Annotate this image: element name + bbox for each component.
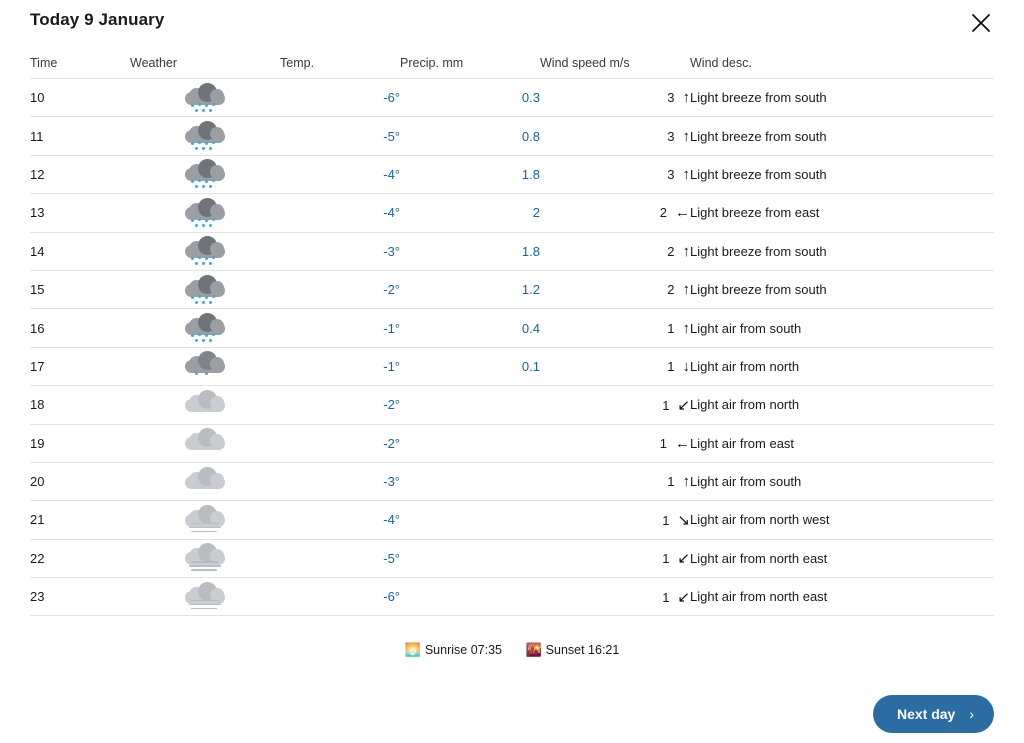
cell-wind-desc: Light breeze from south — [690, 79, 994, 117]
cell-temp: -5° — [280, 539, 400, 577]
cell-precip: 2 — [400, 194, 540, 232]
cell-precip: 0.4 — [400, 309, 540, 347]
cell-wind-desc: Light air from north — [690, 347, 994, 385]
table-row — [30, 347, 994, 385]
cell-wind-desc: Light air from north — [690, 386, 994, 424]
cell-weather — [130, 232, 280, 270]
table-row — [30, 194, 994, 232]
cell-wind-speed — [540, 578, 690, 616]
sunrise-icon: 🌅 — [404, 642, 421, 658]
wind-direction-arrow-icon: ↑ — [682, 319, 690, 337]
cell-wind-desc: Light breeze from south — [690, 270, 994, 308]
table-header-row — [30, 56, 994, 79]
cell-temp: -2° — [280, 424, 400, 462]
cell-temp: -6° — [280, 79, 400, 117]
wind-speed-value: 1 — [662, 589, 670, 605]
cell-wind-speed — [540, 309, 690, 347]
table-row — [30, 462, 994, 500]
wind-speed-value: 2 — [667, 243, 675, 259]
cell-weather — [130, 347, 280, 385]
cell-temp: -3° — [280, 232, 400, 270]
wind-direction-arrow-icon: ↘ — [677, 511, 690, 529]
cell-temp: -4° — [280, 194, 400, 232]
wind-direction-arrow-icon: ↙ — [677, 396, 690, 414]
wind-direction-arrow-icon: ↑ — [682, 473, 690, 491]
table-row — [30, 155, 994, 193]
wind-speed-value: 3 — [667, 128, 675, 144]
cell-weather — [130, 386, 280, 424]
wind-direction-arrow-icon: ← — [675, 434, 690, 452]
cloud-sleet-icon — [177, 119, 233, 153]
cell-weather — [130, 155, 280, 193]
table-row — [30, 79, 994, 117]
cell-weather — [130, 424, 280, 462]
cell-time: 19 — [30, 424, 130, 462]
cloud-drizzle-icon — [177, 349, 233, 383]
page-title: Today 9 January — [30, 10, 165, 29]
forecast-table-body — [30, 79, 994, 616]
wind-speed-value: 1 — [667, 474, 675, 490]
cell-precip — [400, 462, 540, 500]
cell-time: 21 — [30, 501, 130, 539]
next-day-button[interactable] — [873, 695, 994, 733]
cell-wind-desc: Light air from south — [690, 309, 994, 347]
cell-weather — [130, 501, 280, 539]
cell-wind-speed — [540, 539, 690, 577]
table-row — [30, 539, 994, 577]
cell-time: 22 — [30, 539, 130, 577]
cell-precip — [400, 501, 540, 539]
sunset-icon: 🌇 — [525, 642, 542, 658]
cell-wind-desc: Light breeze from east — [690, 194, 994, 232]
cell-precip: 0.1 — [400, 347, 540, 385]
column-header-weather: Weather — [130, 56, 178, 70]
wind-direction-arrow-icon: ↑ — [682, 165, 690, 183]
cell-weather — [130, 462, 280, 500]
cell-precip — [400, 424, 540, 462]
cell-wind-desc: Light air from north west — [690, 501, 994, 539]
cell-temp: -4° — [280, 501, 400, 539]
wind-speed-value: 1 — [662, 397, 670, 413]
cloud-sleet-icon — [177, 273, 233, 307]
cloud-fog-icon — [177, 580, 233, 614]
cell-wind-speed — [540, 462, 690, 500]
cloud-icon — [177, 465, 233, 499]
wind-speed-value: 3 — [667, 90, 675, 106]
cell-wind-desc: Light air from south — [690, 462, 994, 500]
panel-header — [30, 0, 994, 36]
cell-time: 13 — [30, 194, 130, 232]
cell-weather — [130, 270, 280, 308]
cell-wind-speed — [540, 155, 690, 193]
cell-weather — [130, 79, 280, 117]
cell-time: 18 — [30, 386, 130, 424]
cell-time: 23 — [30, 578, 130, 616]
wind-speed-value: 1 — [667, 320, 675, 336]
wind-direction-arrow-icon: ↓ — [682, 357, 690, 375]
cell-temp: -1° — [280, 309, 400, 347]
table-row — [30, 578, 994, 616]
cell-precip: 1.8 — [400, 155, 540, 193]
cell-precip — [400, 386, 540, 424]
cell-weather — [130, 194, 280, 232]
column-header-time: Time — [30, 56, 58, 70]
cloud-fog-icon — [177, 503, 233, 537]
wind-speed-value: 1 — [659, 435, 667, 451]
cell-wind-speed — [540, 386, 690, 424]
cell-wind-desc: Light air from north east — [690, 539, 994, 577]
cell-wind-speed — [540, 194, 690, 232]
cell-wind-desc: Light air from east — [690, 424, 994, 462]
table-row — [30, 270, 994, 308]
wind-direction-arrow-icon: ↑ — [682, 89, 690, 107]
table-row — [30, 386, 994, 424]
cell-temp: -2° — [280, 386, 400, 424]
column-header-precip: Precip. mm — [400, 56, 464, 70]
wind-direction-arrow-icon: ← — [675, 204, 690, 222]
cell-wind-speed — [540, 501, 690, 539]
cell-wind-speed — [540, 347, 690, 385]
cell-wind-desc: Light breeze from south — [690, 232, 994, 270]
wind-direction-arrow-icon: ↑ — [682, 127, 690, 145]
cell-weather — [130, 117, 280, 155]
cell-precip — [400, 578, 540, 616]
wind-speed-value: 1 — [662, 512, 670, 528]
chevron-right-icon: › — [969, 706, 974, 722]
cell-wind-speed — [540, 424, 690, 462]
panel-footer — [873, 695, 994, 733]
cell-time: 11 — [30, 117, 130, 155]
cell-time: 17 — [30, 347, 130, 385]
cell-wind-desc: Light air from north east — [690, 578, 994, 616]
next-day-label: Next day — [896, 706, 956, 722]
cell-precip — [400, 539, 540, 577]
cell-temp: -2° — [280, 270, 400, 308]
wind-direction-arrow-icon: ↙ — [677, 550, 690, 568]
sunset-label: Sunset 16:21 — [545, 643, 620, 658]
cell-precip: 0.3 — [400, 79, 540, 117]
cloud-icon — [177, 388, 233, 422]
cloud-sleet-icon — [177, 234, 233, 268]
cell-time: 16 — [30, 309, 130, 347]
column-header-wind-speed: Wind speed m/s — [540, 56, 630, 70]
cell-wind-desc: Light breeze from south — [690, 117, 994, 155]
cell-temp: -6° — [280, 578, 400, 616]
wind-direction-arrow-icon: ↑ — [682, 242, 690, 260]
cell-precip: 1.8 — [400, 232, 540, 270]
cell-temp: -1° — [280, 347, 400, 385]
cloud-sleet-icon — [177, 81, 233, 115]
column-header-temp: Temp. — [280, 56, 315, 70]
wind-speed-value: 2 — [667, 282, 675, 298]
wind-direction-arrow-icon: ↑ — [682, 281, 690, 299]
table-row — [30, 117, 994, 155]
table-row — [30, 309, 994, 347]
cell-time: 14 — [30, 232, 130, 270]
sun-times — [30, 642, 994, 658]
sunrise-label: Sunrise 07:35 — [424, 643, 502, 658]
cell-wind-speed — [540, 117, 690, 155]
forecast-table — [30, 56, 994, 616]
cell-wind-speed — [540, 79, 690, 117]
table-row — [30, 232, 994, 270]
cell-time: 12 — [30, 155, 130, 193]
cloud-sleet-icon — [177, 196, 233, 230]
cloud-fog-icon — [177, 541, 233, 575]
cloud-sleet-icon — [177, 157, 233, 191]
column-header-wind-desc: Wind desc. — [690, 56, 752, 70]
cell-wind-speed — [540, 232, 690, 270]
cell-weather — [130, 539, 280, 577]
wind-speed-value: 1 — [667, 358, 675, 374]
cloud-icon — [177, 426, 233, 460]
table-row — [30, 501, 994, 539]
table-row — [30, 424, 994, 462]
wind-speed-value: 3 — [667, 166, 675, 182]
cloud-sleet-icon — [177, 311, 233, 345]
wind-direction-arrow-icon: ↙ — [677, 588, 690, 606]
wind-speed-value: 1 — [662, 551, 670, 567]
cell-temp: -5° — [280, 117, 400, 155]
close-icon[interactable] — [968, 10, 994, 36]
cell-time: 10 — [30, 79, 130, 117]
cell-time: 20 — [30, 462, 130, 500]
wind-speed-value: 2 — [659, 205, 667, 221]
cell-temp: -4° — [280, 155, 400, 193]
cell-precip: 1.2 — [400, 270, 540, 308]
cell-weather — [130, 578, 280, 616]
sunrise-item — [405, 643, 506, 657]
cell-precip: 0.8 — [400, 117, 540, 155]
cell-wind-desc: Light breeze from south — [690, 155, 994, 193]
cell-time: 15 — [30, 270, 130, 308]
cell-wind-speed — [540, 270, 690, 308]
sunset-item — [525, 643, 619, 657]
cell-temp: -3° — [280, 462, 400, 500]
cell-weather — [130, 309, 280, 347]
